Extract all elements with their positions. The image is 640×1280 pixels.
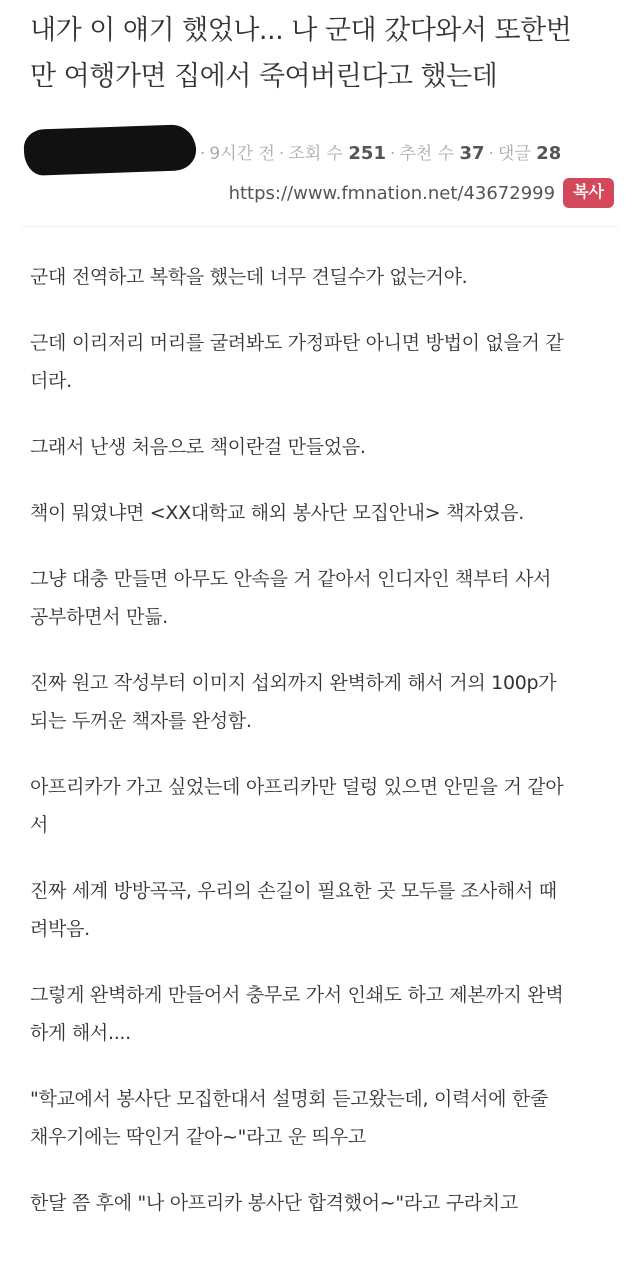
post-title-line-2: 만 여행가면 집에서 죽여버린다고 했는데 — [30, 61, 498, 92]
post-title — [30, 8, 620, 100]
meta-separator: · — [200, 144, 206, 164]
meta-separator: · — [488, 144, 494, 164]
body-paragraph — [30, 1184, 620, 1222]
body-paragraph — [30, 768, 620, 844]
body-text-line: 진짜 세계 방방곡곡, 우리의 손길이 필요한 곳 모두를 조사해서 때 — [30, 880, 557, 902]
views-label: 조회 수 — [288, 144, 343, 164]
body-text-line: 진짜 원고 작성부터 이미지 섭외까지 완벽하게 해서 거의 100p가 — [30, 672, 557, 694]
likes-count: 37 — [459, 143, 485, 164]
body-text-line: "학교에서 봉사단 모집한대서 설명회 듣고왔는데, 이력서에 한줄 — [30, 1088, 549, 1110]
body-text-line: 군대 전역하고 복학을 했는데 너무 견딜수가 없는거야. — [30, 266, 468, 288]
body-paragraph — [30, 1080, 620, 1156]
body-paragraph — [30, 324, 620, 400]
body-text-line: 더라. — [30, 370, 72, 392]
comments-count[interactable]: 28 — [536, 143, 562, 164]
likes-label: 추천 수 — [399, 144, 455, 164]
body-text-line: 한달 쯤 후에 "나 아프리카 봉사단 합격했어~"라고 구라치고 — [30, 1192, 518, 1214]
body-paragraph — [30, 976, 620, 1052]
body-text-line: 려박음. — [30, 918, 90, 940]
post-stats — [196, 139, 561, 164]
body-text-line: 공부하면서 만듦. — [30, 606, 168, 628]
body-paragraph — [30, 872, 620, 948]
body-paragraph — [30, 664, 620, 740]
comments-label[interactable]: 댓글 — [497, 144, 531, 164]
meta-separator: · — [278, 144, 285, 164]
post-meta — [24, 127, 614, 173]
body-paragraph — [30, 560, 620, 636]
body-paragraph — [30, 258, 620, 296]
body-text-line: 하게 해서.... — [30, 1022, 131, 1044]
post-url-row — [229, 177, 614, 209]
meta-separator: · — [389, 144, 396, 164]
post-url[interactable]: https://www.fmnation.net/43672999 — [228, 182, 556, 204]
body-text-line: 그냥 대충 만들면 아무도 안속을 거 같아서 인디자인 책부터 사서 — [30, 568, 552, 590]
post-time: 9시간 전 — [209, 144, 275, 164]
body-text-line: 서 — [30, 814, 49, 836]
post-title-line-1: 내가 이 얘기 했었나... 나 군대 갔다와서 또한번 — [30, 15, 572, 46]
body-text-line: 그래서 난생 처음으로 책이란걸 만들었음. — [30, 436, 366, 458]
divider — [22, 226, 618, 227]
body-text-line: 책이 뭐였냐면 <XX대학교 해외 봉사단 모집안내> 책자였음. — [30, 502, 525, 524]
body-text-line: 채우기에는 딱인거 같아~"라고 운 띄우고 — [30, 1126, 366, 1148]
body-text-line: 근데 이리저리 머리를 굴려봐도 가정파탄 아니면 방법이 없을거 같 — [30, 332, 564, 354]
body-text-line: 그렇게 완벽하게 만들어서 충무로 가서 인쇄도 하고 제본까지 완벽 — [30, 984, 564, 1006]
views-count: 251 — [348, 143, 386, 164]
body-text-line: 아프리카가 가고 싶었는데 아프리카만 덜렁 있으면 안믿을 거 같아 — [30, 776, 564, 798]
copy-url-button[interactable]: 복사 — [563, 178, 614, 208]
author-name-redacted — [23, 124, 197, 176]
post-body — [30, 258, 620, 1250]
body-text-line: 되는 두꺼운 책자를 완성함. — [30, 710, 252, 732]
body-paragraph — [30, 428, 620, 466]
body-paragraph — [30, 494, 620, 532]
